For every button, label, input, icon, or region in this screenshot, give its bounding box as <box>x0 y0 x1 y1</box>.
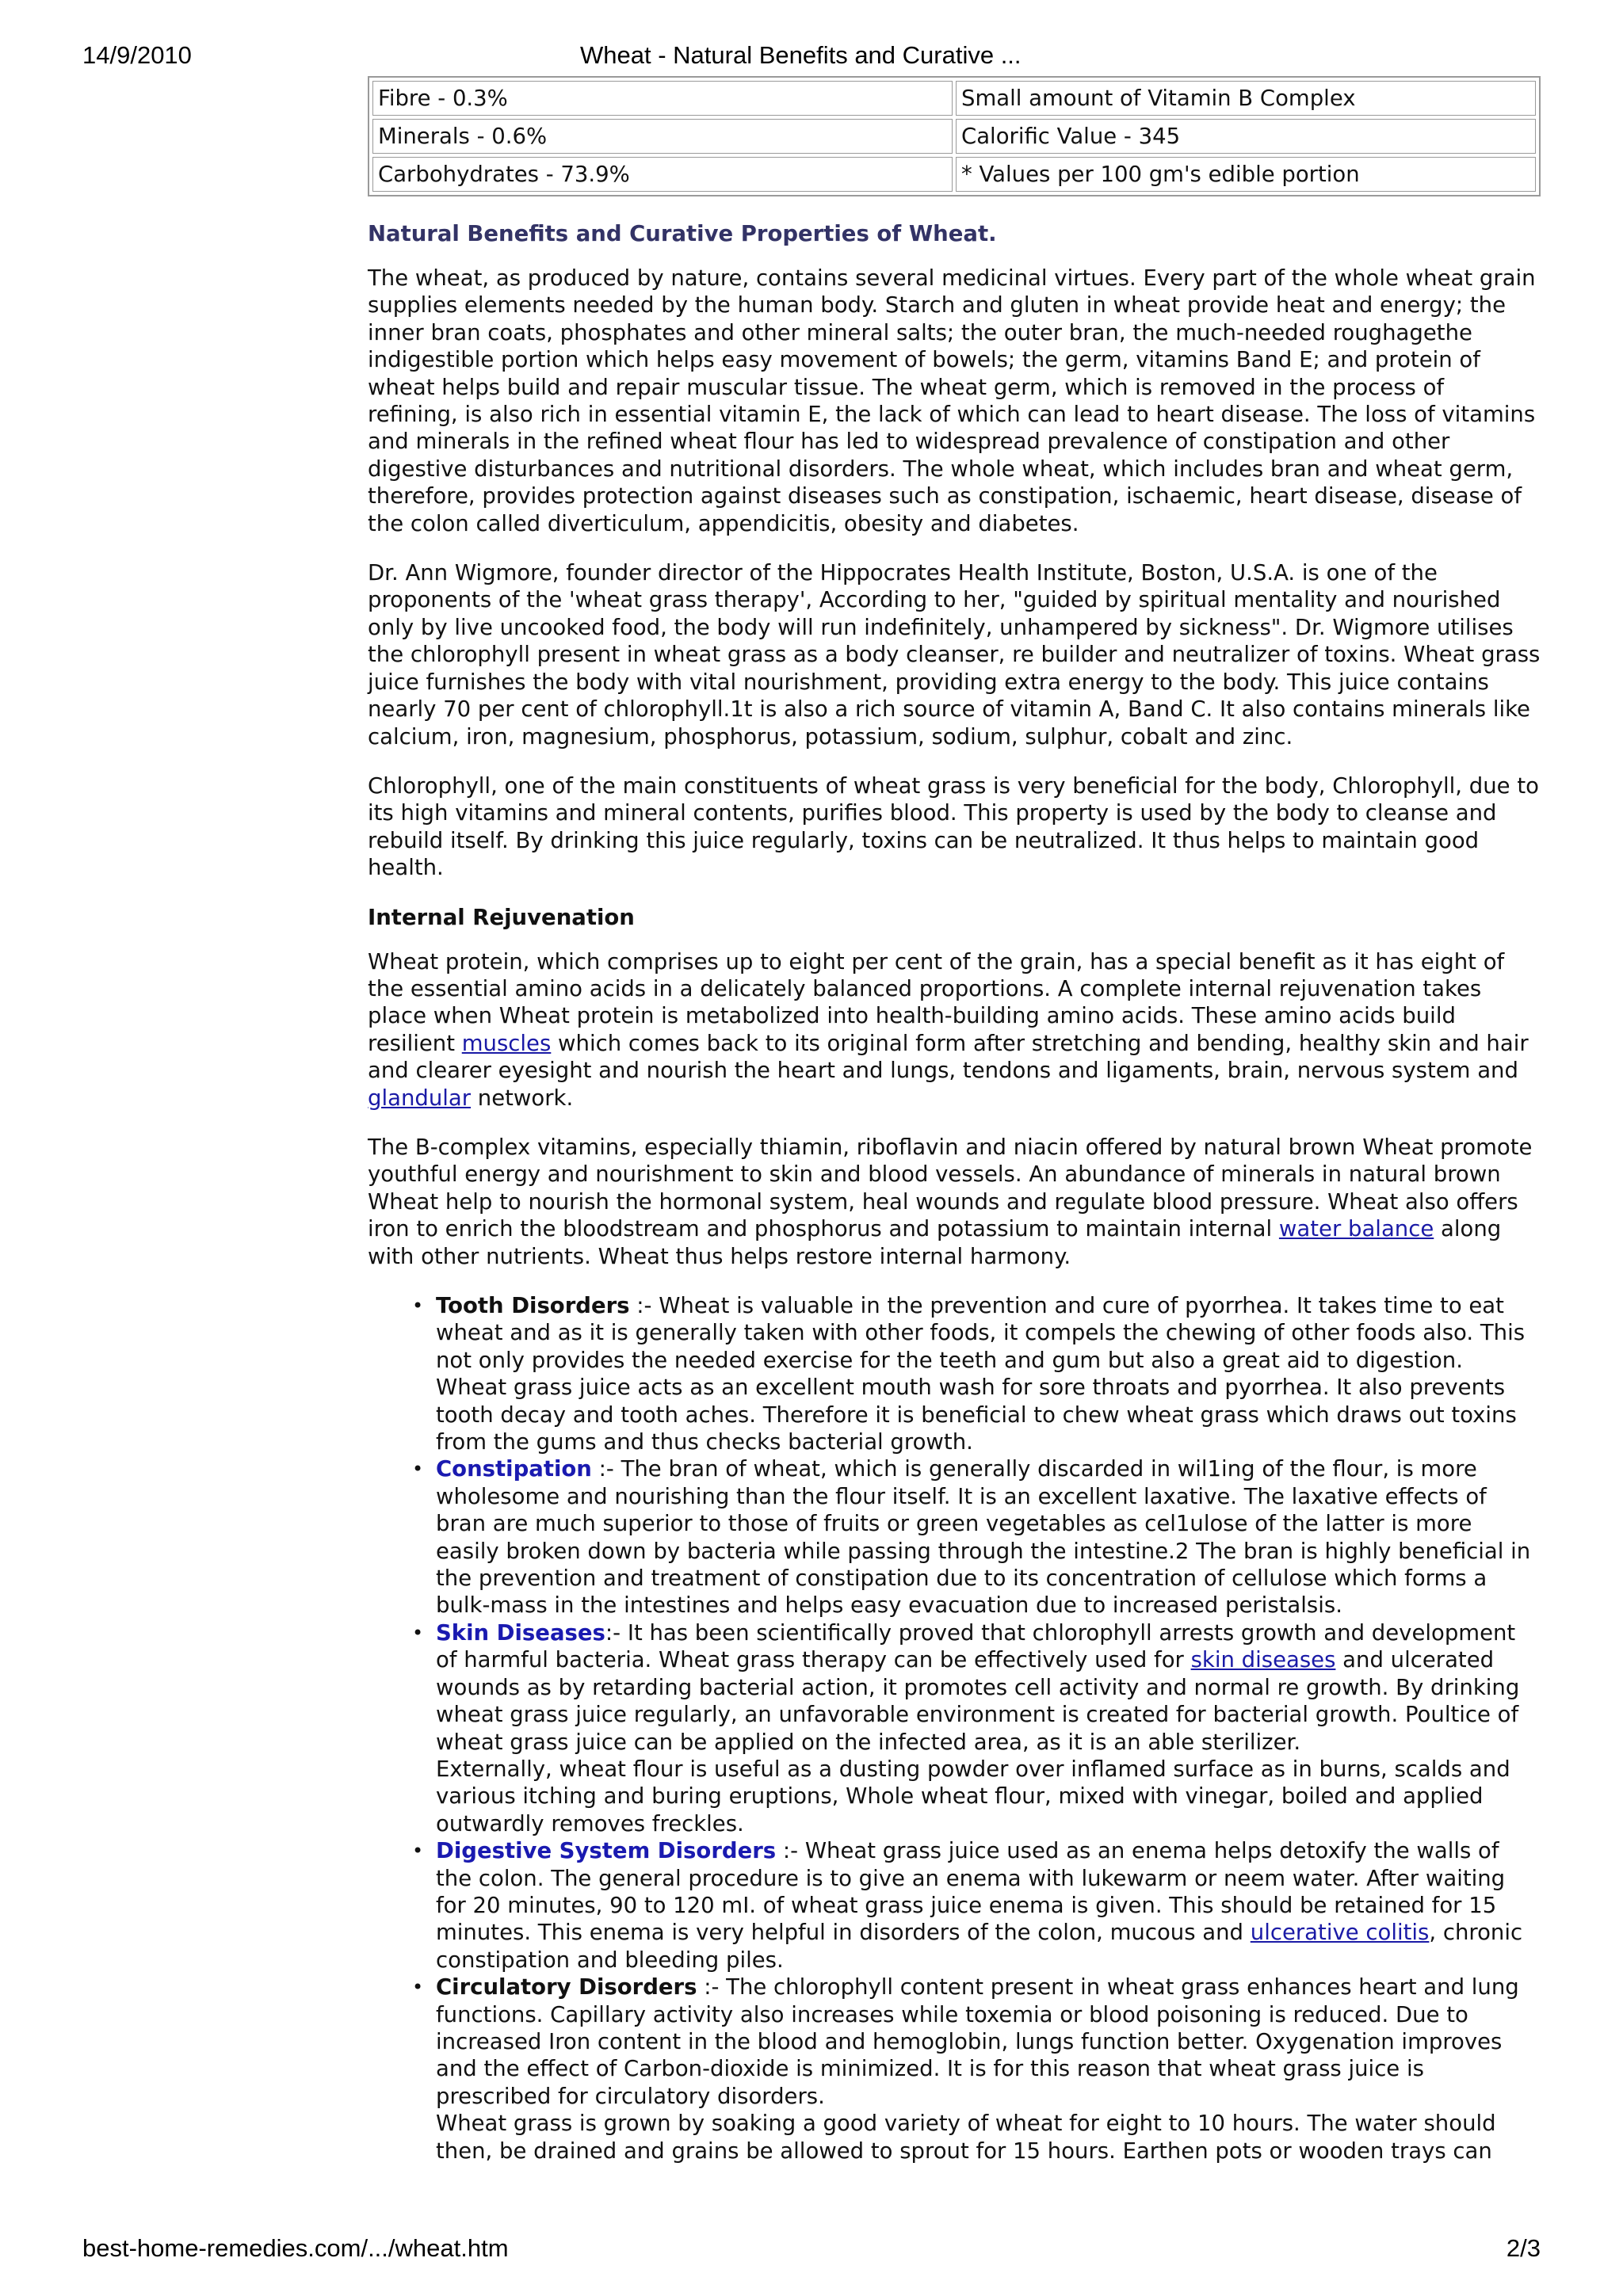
table-row <box>372 81 1536 116</box>
nutrition-table <box>368 76 1541 196</box>
page-number: 2/3 <box>1506 2234 1541 2262</box>
term-digestive-disorders: Digestive System Disorders <box>436 1838 777 1864</box>
term-tooth-disorders: Tooth Disorders <box>436 1293 630 1318</box>
paragraph-b-complex <box>368 1134 1541 1270</box>
table-row <box>372 119 1536 154</box>
print-title: Wheat - Natural Benefits and Curative ... <box>580 41 1022 69</box>
text-span: The bran of wheat, which is generally discarded in wil1ing of the flour, is more wholesome and nourishing than the flour itself. It is an excellent laxative. The laxative effects of bran are much superior to those of fruits or green vegetables as cel1ulose of the latter is more easily broken down by bacteria while passing through the intestine.2 The bran is highly beneficial in the prevention and treatment of constipation due to its concentration of cellulose which forms a bulk-mass in the intestines and helps easy evacuation due to increased peristalsis. <box>436 1456 1531 1619</box>
table-cell: Small amount of Vitamin B Complex <box>956 81 1536 116</box>
muscles-link[interactable]: muscles <box>461 1030 552 1056</box>
skin-diseases-link[interactable]: skin diseases <box>1190 1647 1336 1673</box>
paragraph-wheat-protein <box>368 948 1541 1112</box>
list-item-digestive-disorders <box>412 1837 1541 1974</box>
benefits-list <box>368 1292 1541 2164</box>
list-item-constipation <box>412 1455 1541 1619</box>
water-balance-link[interactable]: water balance <box>1278 1216 1434 1242</box>
text-span: , chronic constipation and bleeding piles. <box>436 1920 1523 1973</box>
text-span: which comes back to its original form after stretching and bending, healthy skin and hair and clearer eyesight and nourish the heart and lungs, tendons and ligaments, brain, nervous system and <box>368 1030 1529 1084</box>
text-span: network. <box>471 1085 574 1111</box>
list-item-tooth-disorders <box>412 1292 1541 1455</box>
text-span: It has been scientifically proved that chlorophyll arrests growth and development of harmful bacteria. Wheat grass therapy can be effectively used for <box>436 1619 1516 1673</box>
text-block: Externally, wheat flour is useful as a dusting powder over inflamed surface as in burns, scalds and various itching and buring eruptions, Whole wheat flour, mixed with vinegar, boiled and applied outwardly removes freckles. <box>436 1756 1510 1836</box>
term-separator: :- <box>629 1293 659 1318</box>
paragraph-wigmore: Dr. Ann Wigmore, founder director of the Hippocrates Health Institute, Boston, U.S.A. is one of the proponents of the 'wheat grass therapy', According to her, "guided by spiritual mentality and nourished only by live uncooked food, the body will run indefinitely, unhampered by sickness". Dr. Wigmore utilises the chlorophyll present in wheat grass as a body cleanser, re builder and neutralizer of toxins. Wheat grass juice furnishes the body with vital nourishment, providing extra energy to the body. This juice contains nearly 70 per cent of chlorophyll.1t is also a rich source of vitamin A, Band C. It also contains minerals like calcium, iron, magnesium, phosphorus, potassium, sodium, sulphur, cobalt and zinc. <box>368 560 1541 749</box>
text-span: along with other nutrients. Wheat thus helps restore internal harmony. <box>368 1216 1502 1269</box>
text-block: Wheat grass is grown by soaking a good variety of wheat for eight to 10 hours. The water should then, be drained and grains be allowed to sprout for 15 hours. Earthen pots or wooden trays can <box>436 2111 1496 2164</box>
text-span: and ulcerated wounds as by retarding bacterial action, it promotes cell activity and normal re growth. By drinking wheat grass juice regularly, an unfavorable environment is created for bacterial growth. Poultice of wheat grass juice can be applied on the infected area, as it is an able sterilizer. <box>436 1647 1520 1755</box>
list-item-skin-diseases <box>412 1619 1541 1837</box>
print-footer <box>82 2234 1541 2269</box>
text-span: Wheat protein, which comprises up to eight per cent of the grain, has a special benefit as it has eight of the essential amino acids in a delicately balanced proportions. A complete internal rejuvenation takes place when Wheat protein is metabolized into health-building amino acids. These amino acids build resilient <box>368 948 1505 1056</box>
text-span: The chlorophyll content present in wheat grass enhances heart and lung functions. Capillary activity also increases while toxemia or blood poisoning is reduced. Due to increased Iron content in the blood and hemoglobin, lungs function better. Oxygenation improves and the effect of Carbon-dioxide is minimized. It is for this reason that wheat grass juice is prescribed for circulatory disorders. <box>436 1974 1519 2109</box>
table-cell: * Values per 100 gm's edible portion <box>956 157 1536 192</box>
term-separator: :- <box>697 1974 727 2000</box>
text-span: Wheat is valuable in the prevention and cure of pyorrhea. It takes time to eat wheat and as it is generally taken with other foods, it compels the chewing of other foods also. This not only provides the needed exercise for the teeth and gum but also a great aid to digestion. <box>436 1293 1526 1373</box>
term-skin-diseases: Skin Diseases <box>436 1619 605 1646</box>
table-cell: Minerals - 0.6% <box>372 119 953 154</box>
bullet-icon: • <box>412 1840 424 1863</box>
table-cell: Carbohydrates - 73.9% <box>372 157 953 192</box>
term-separator: :- <box>605 1619 628 1646</box>
table-cell: Fibre - 0.3% <box>372 81 953 116</box>
table-row <box>372 157 1536 192</box>
bullet-icon: • <box>412 1621 424 1644</box>
text-block: Wheat grass juice acts as an excellent mouth wash for sore throats and pyorrhea. It also prevents tooth decay and tooth aches. Therefore it is beneficial to chew wheat grass which draws out toxins from the gums and thus checks bacterial growth. <box>436 1375 1517 1455</box>
paragraph-chlorophyll: Chlorophyll, one of the main constituents of wheat grass is very beneficial for the body, Chlorophyll, due to its high vitamins and mineral contents, purifies blood. This property is used by the body to cleanse and rebuild itself. By drinking this juice regularly, toxins can be neutralized. It thus helps to maintain good health. <box>368 772 1539 881</box>
text-span: Wheat grass juice used as an enema helps detoxify the walls of the colon. The general procedure is to give an enema with lukewarm or neem water. After waiting for 20 minutes, 90 to 120 mI. of wheat grass juice enema is given. This should be retained for 15 minutes. This enema is very helpful in disorders of the colon, mucous and <box>436 1838 1506 1946</box>
bullet-icon: • <box>412 1976 424 1999</box>
print-date: 14/9/2010 <box>82 41 192 69</box>
glandular-link[interactable]: glandular <box>368 1085 472 1111</box>
list-item-circulatory-disorders <box>412 1974 1541 2164</box>
paragraph-wheat-virtues: The wheat, as produced by nature, contains several medicinal virtues. Every part of the whole wheat grain supplies elements needed by the human body. Starch and gluten in wheat provide heat and energy; the inner bran coats, phosphates and other mineral salts; the outer bran, the much-needed roughagethe indigestible portion which helps easy movement of bowels; the germ, vitamins Band E; and protein of wheat helps build and repair muscular tissue. The wheat germ, which is removed in the process of refining, is also rich in essential vitamin E, the lack of which can lead to heart disease. The loss of vitamins and minerals in the refined wheat flour has led to widespread prevalence of constipation and other digestive disturbances and nutritional disorders. The whole wheat, which includes bran and wheat germ, therefore, provides protection against diseases such as constipation, ischaemic, heart disease, disease of the colon called diverticulum, appendicitis, obesity and diabetes. <box>368 265 1536 536</box>
text-span: The B-complex vitamins, especially thiamin, riboflavin and niacin offered by natural brown Wheat promote youthful energy and nourishment to skin and blood vessels. An abundance of minerals in natural brown Wheat help to nourish the hormonal system, heal wounds and regulate blood pressure. Wheat also offers iron to enrich the bloodstream and phosphorus and potassium to maintain internal <box>368 1134 1533 1242</box>
term-separator: :- <box>776 1838 805 1864</box>
subheading-internal-rejuvenation: Internal Rejuvenation <box>368 904 635 930</box>
article-content <box>368 76 1541 2164</box>
term-separator: :- <box>591 1456 621 1482</box>
term-constipation: Constipation <box>436 1456 592 1482</box>
bullet-icon: • <box>412 1295 424 1317</box>
section-title: Natural Benefits and Curative Properties of Wheat. <box>368 221 997 246</box>
bullet-icon: • <box>412 1458 424 1481</box>
term-circulatory-disorders: Circulatory Disorders <box>436 1974 697 2000</box>
ulcerative-colitis-link[interactable]: ulcerative colitis <box>1250 1920 1430 1946</box>
table-cell: Calorific Value - 345 <box>956 119 1536 154</box>
print-header <box>82 41 1541 76</box>
print-url: best-home-remedies.com/.../wheat.htm <box>82 2234 509 2262</box>
